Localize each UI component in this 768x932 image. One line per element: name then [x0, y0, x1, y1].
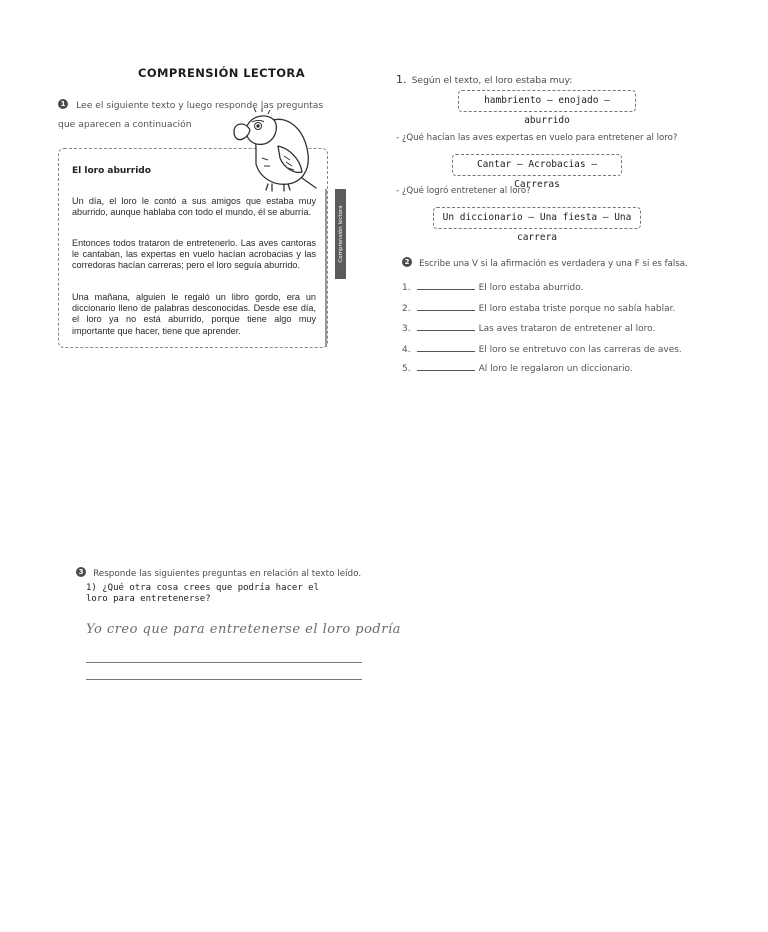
- handwritten-answer: Yo creo que para entretenerse el loro podría: [86, 622, 401, 637]
- answer-blank[interactable]: [417, 310, 475, 311]
- story-paragraph: Entonces todos trataron de entretenerlo. Las aves cantoras le cantaban, las expertas en vuelo hacían acrobacias y las corredoras hacían carreras; pero el loro seguía aburrido.: [72, 238, 316, 271]
- answer-blank[interactable]: [417, 370, 475, 371]
- options-box: Un diccionario – Una fiesta – Una carrera: [433, 207, 641, 229]
- open-question: 1) ¿Qué otra cosa crees que podría hacer el loro para entretenerse?: [86, 583, 319, 604]
- section-number-badge: 3: [76, 567, 86, 577]
- tab-divider: [325, 189, 327, 347]
- answer-line[interactable]: [86, 662, 362, 663]
- story-title: El loro aburrido: [72, 166, 151, 176]
- answer-blank[interactable]: [417, 330, 475, 331]
- section-number-badge: 2: [402, 257, 412, 267]
- section2-instruction: 2 Escribe una V si la afirmación es verdadera y una F si es falsa.: [402, 251, 688, 270]
- story-paragraph: Una mañana, alguien le regaló un libro gordo, era un diccionario lleno de palabras desconocidas. Desde ese día, el loro ya no está aburrido, porque tiene algo muy importante que hacer, tiene que aprender.: [72, 292, 316, 336]
- section-number-badge: 1: [58, 99, 68, 109]
- true-false-item: 1. El loro estaba aburrido.: [402, 283, 584, 293]
- true-false-item: 5. Al loro le regalaron un diccionario.: [402, 364, 633, 374]
- options-box: hambriento – enojado – aburrido: [458, 90, 636, 112]
- section3-instruction: 3 Responde las siguientes preguntas en relación al texto leído.: [76, 561, 361, 580]
- answer-blank[interactable]: [417, 351, 475, 352]
- question-3: - ¿Qué logró entretener al loro?: [396, 186, 531, 196]
- parrot-illustration: [226, 108, 320, 192]
- true-false-item: 3. Las aves trataron de entretener al loro.: [402, 324, 656, 334]
- answer-blank[interactable]: [417, 289, 475, 290]
- story-paragraph: Un día, el loro le contó a sus amigos que estaba muy aburrido, aunque hablaba con todo el mundo, él se aburría.: [72, 196, 316, 218]
- true-false-item: 2. El loro estaba triste porque no sabía hablar.: [402, 304, 676, 314]
- answer-line[interactable]: [86, 679, 362, 680]
- options-box: Cantar – Acrobacias – Carreras: [452, 154, 622, 176]
- side-tab: Comprensión lectora: [335, 189, 346, 279]
- instruction-text: Lee el siguiente texto y luego responde las preguntas que aparecen a continuación: [58, 100, 324, 130]
- page-title: COMPRENSIÓN LECTORA: [138, 66, 305, 80]
- question-1: 1. Según el texto, el loro estaba muy:: [396, 73, 573, 86]
- question-2: - ¿Qué hacían las aves expertas en vuelo para entretener al loro?: [396, 133, 678, 143]
- true-false-item: 4. El loro se entretuvo con las carreras de aves.: [402, 345, 682, 355]
